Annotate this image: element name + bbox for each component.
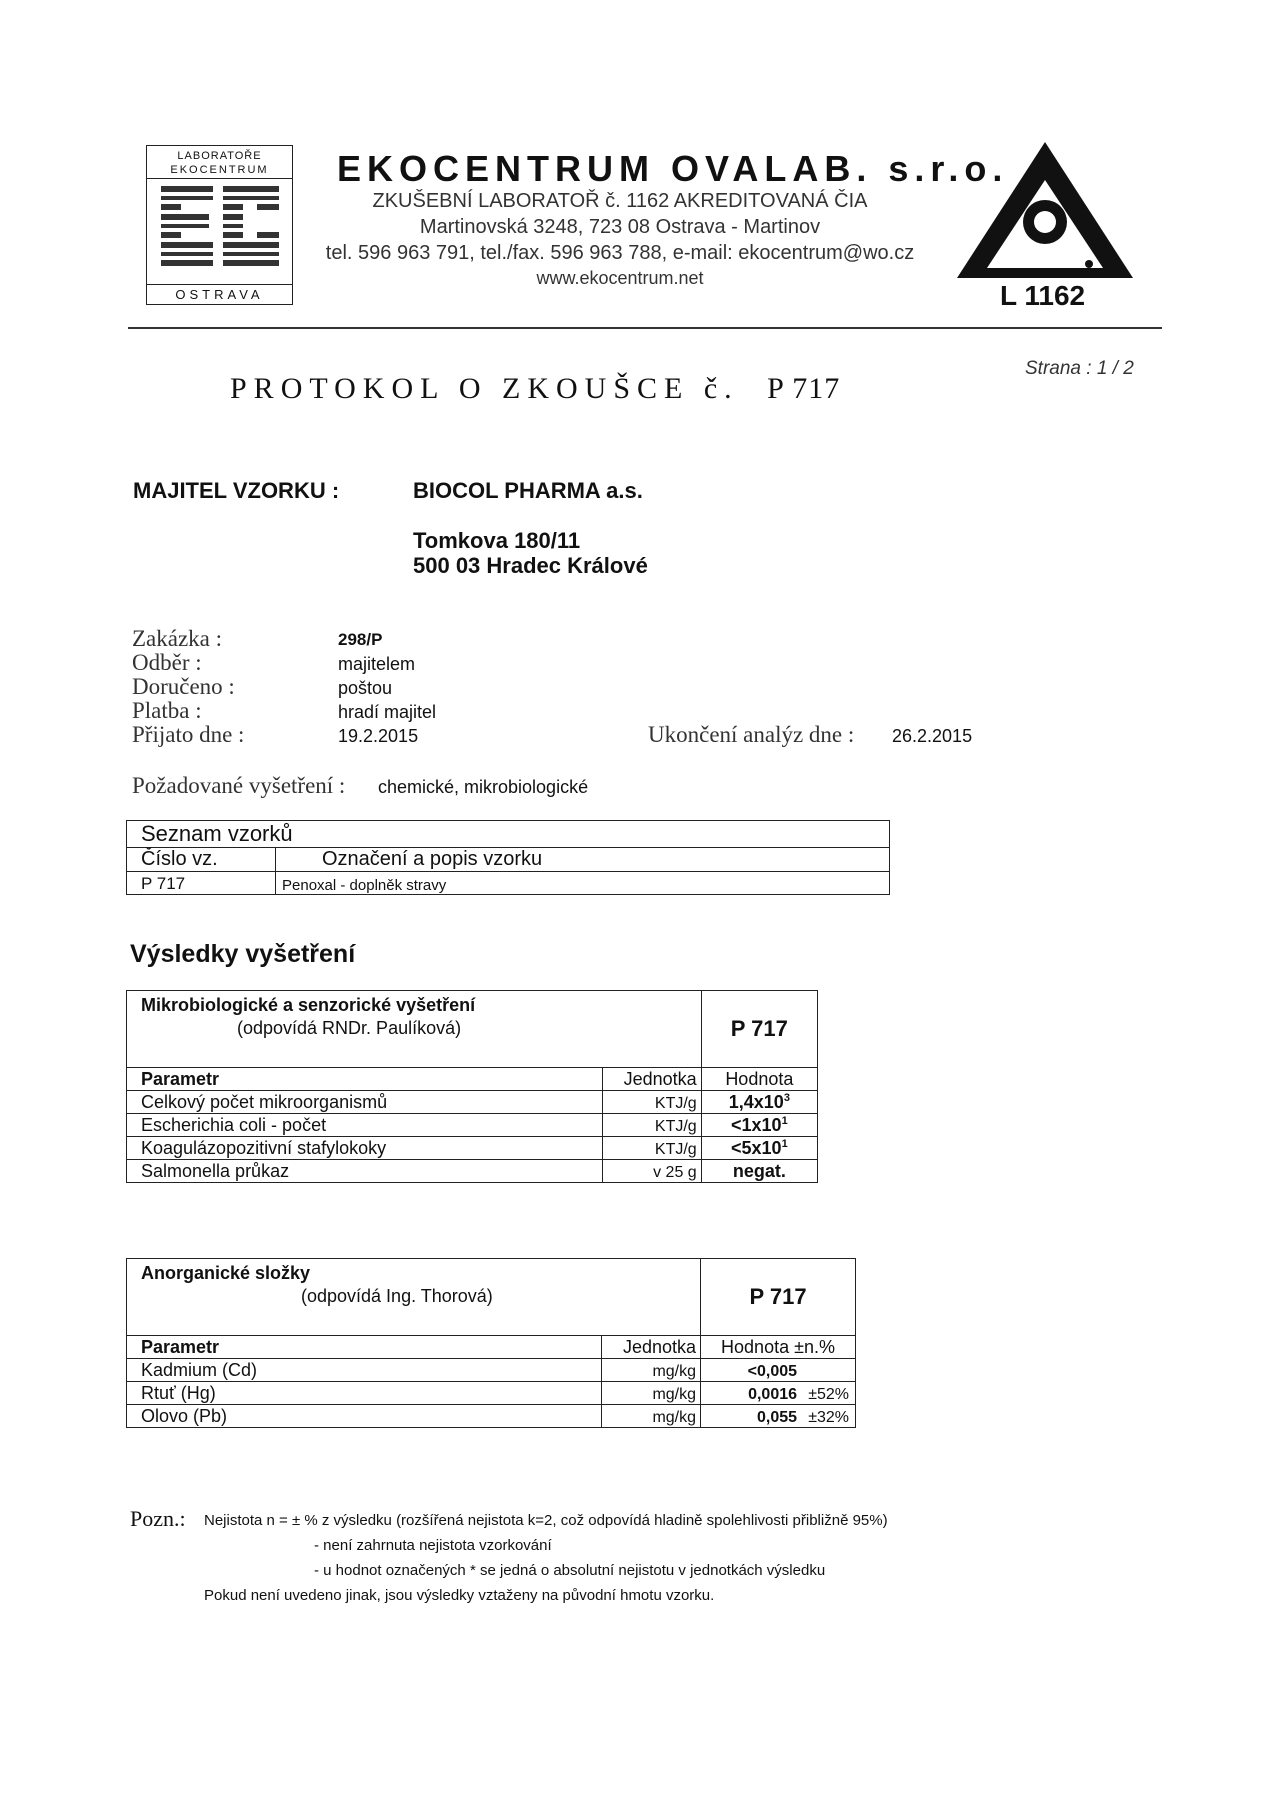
micro-value-exp: 1	[781, 1138, 788, 1150]
table-row	[127, 872, 890, 895]
micro-param: Celkový počet mikroorganismů	[127, 1091, 603, 1114]
anorg-param: Olovo (Pb)	[127, 1405, 602, 1428]
ukonceni-label: Ukončení analýz dne :	[648, 722, 855, 747]
table-row	[127, 1114, 818, 1137]
logo-bottom-text: OSTRAVA	[147, 284, 292, 304]
table-row	[127, 1359, 856, 1382]
platba-label: Platba :	[132, 698, 202, 723]
micro-table	[126, 990, 818, 1183]
micro-param: Salmonella průkaz	[127, 1160, 603, 1183]
company-name: EKOCENTRUM OVALAB. s.r.o.	[337, 148, 1009, 189]
micro-h-param: Parametr	[127, 1068, 603, 1091]
micro-value-base: negat.	[732, 1161, 786, 1181]
protocol-title-text: PROTOKOL O ZKOUŠCE č.	[230, 372, 739, 405]
anorg-param: Rtuť (Hg)	[127, 1382, 602, 1405]
pozadovane-value: chemické, mikrobiologické	[378, 777, 589, 797]
note-4: Pokud není uvedeno jinak, jsou výsledky vztaženy na původní hmotu vzorku.	[204, 1587, 715, 1604]
note-1: Nejistota n = ± % z výsledku (rozšířená nejistota k=2, což odpovídá hladině spolehlivosti přibližně 95%)	[204, 1512, 888, 1529]
micro-value	[701, 1114, 817, 1137]
sample-col-desc: Označení a popis vzorku	[276, 848, 890, 872]
anorg-value-unc: ±32%	[808, 1409, 850, 1426]
anorg-sample: P 717	[701, 1259, 856, 1336]
anorg-header-cell	[127, 1259, 701, 1336]
header-divider	[128, 327, 1162, 329]
anorg-param: Kadmium (Cd)	[127, 1359, 602, 1382]
micro-value	[701, 1137, 817, 1160]
header-line-1: ZKUŠEBNÍ LABORATOŘ č. 1162 AKREDITOVANÁ ČIA	[372, 190, 868, 212]
accreditation-mark	[955, 140, 1135, 315]
sample-list-table	[126, 820, 890, 895]
sample-id: P 717	[127, 872, 276, 895]
micro-value-exp: 1	[781, 1115, 788, 1127]
micro-value	[701, 1091, 817, 1114]
anorg-value-num: <0,005	[747, 1363, 798, 1380]
accreditation-code: L 1162	[1000, 280, 1086, 311]
micro-unit: v 25 g	[602, 1160, 701, 1183]
prijato-value: 19.2.2015	[338, 726, 419, 746]
anorg-value	[701, 1359, 856, 1382]
anorg-value	[701, 1405, 856, 1428]
platba-value: hradí majitel	[338, 702, 437, 722]
ukonceni-value: 26.2.2015	[892, 726, 973, 746]
micro-value-exp: 3	[783, 1092, 790, 1104]
table-row	[127, 1382, 856, 1405]
header-line-4: www.ekocentrum.net	[536, 268, 704, 288]
results-title: Výsledky vyšetření	[130, 940, 356, 968]
pozadovane-label: Požadované vyšetření :	[132, 773, 346, 798]
anorg-unit: mg/kg	[602, 1405, 701, 1428]
micro-param: Escherichia coli - počet	[127, 1114, 603, 1137]
anorg-value-unc: ±52%	[808, 1386, 850, 1403]
anorg-value	[701, 1382, 856, 1405]
sample-list-title: Seznam vzorků	[127, 821, 890, 848]
table-row	[127, 1160, 818, 1183]
notes-label: Pozn.:	[130, 1506, 186, 1531]
anorg-h-unit: Jednotka	[602, 1336, 701, 1359]
micro-value-base: <5x10	[731, 1138, 782, 1158]
accreditation-triangle-icon	[955, 140, 1135, 280]
ec-logo-icon	[161, 186, 279, 268]
sample-col-id: Číslo vz.	[127, 848, 276, 872]
owner-city: 500 03 Hradec Králové	[413, 553, 648, 578]
prijato-label: Přijato dne :	[132, 722, 245, 747]
anorg-h-param: Parametr	[127, 1336, 602, 1359]
anorg-unit: mg/kg	[602, 1382, 701, 1405]
anorg-title: Anorganické složky	[141, 1263, 311, 1283]
odber-label: Odběr :	[132, 650, 202, 675]
micro-value-base: 1,4x10	[728, 1092, 784, 1112]
micro-unit: KTJ/g	[602, 1137, 701, 1160]
anorg-responsible: (odpovídá Ing. Thorová)	[301, 1286, 493, 1306]
anorg-table	[126, 1258, 856, 1428]
doruceno-value: poštou	[338, 678, 393, 698]
micro-h-unit: Jednotka	[602, 1068, 701, 1091]
page-indicator: Strana : 1 / 2	[1025, 358, 1134, 379]
protocol-title	[230, 372, 840, 406]
header-line-2: Martinovská 3248, 723 08 Ostrava - Martinov	[419, 216, 821, 238]
zakazka-value: 298/P	[338, 630, 383, 649]
logo-mid-text: EKOCENTRUM	[147, 164, 292, 179]
owner-name: BIOCOL PHARMA a.s.	[413, 478, 643, 503]
owner-street: Tomkova 180/11	[413, 528, 581, 553]
note-3: - u hodnot označených * se jedná o absolutní nejistotu v jednotkách výsledku	[314, 1562, 826, 1579]
micro-title: Mikrobiologické a senzorické vyšetření	[141, 995, 476, 1015]
micro-unit: KTJ/g	[602, 1114, 701, 1137]
table-row	[127, 1405, 856, 1428]
owner-label: MAJITEL VZORKU :	[133, 478, 340, 503]
micro-responsible: (odpovídá RNDr. Paulíková)	[237, 1018, 462, 1038]
micro-header-cell	[127, 991, 702, 1068]
anorg-unit: mg/kg	[602, 1359, 701, 1382]
anorg-h-value: Hodnota ±n.%	[701, 1336, 856, 1359]
micro-unit: KTJ/g	[602, 1091, 701, 1114]
micro-value	[701, 1160, 817, 1183]
table-row	[127, 1091, 818, 1114]
micro-param: Koagulázopozitivní stafylokoky	[127, 1137, 603, 1160]
anorg-value-num: 0,055	[756, 1409, 798, 1426]
micro-h-value: Hodnota	[701, 1068, 817, 1091]
micro-sample: P 717	[701, 991, 817, 1068]
table-row	[127, 1137, 818, 1160]
anorg-value-num: 0,0016	[748, 1386, 798, 1403]
logo-top-text: LABORATOŘE	[177, 150, 262, 162]
odber-value: majitelem	[338, 654, 416, 674]
sample-desc: Penoxal - doplněk stravy	[276, 872, 890, 895]
lab-logo	[146, 145, 293, 305]
doruceno-label: Doručeno :	[132, 674, 235, 699]
note-2: - není zahrnuta nejistota vzorkování	[314, 1537, 552, 1554]
header-line-3: tel. 596 963 791, tel./fax. 596 963 788, e-mail: ekocentrum@wo.cz	[325, 242, 915, 264]
protocol-number: P 717	[767, 372, 841, 405]
micro-value-base: <1x10	[731, 1115, 782, 1135]
zakazka-label: Zakázka :	[132, 626, 223, 651]
